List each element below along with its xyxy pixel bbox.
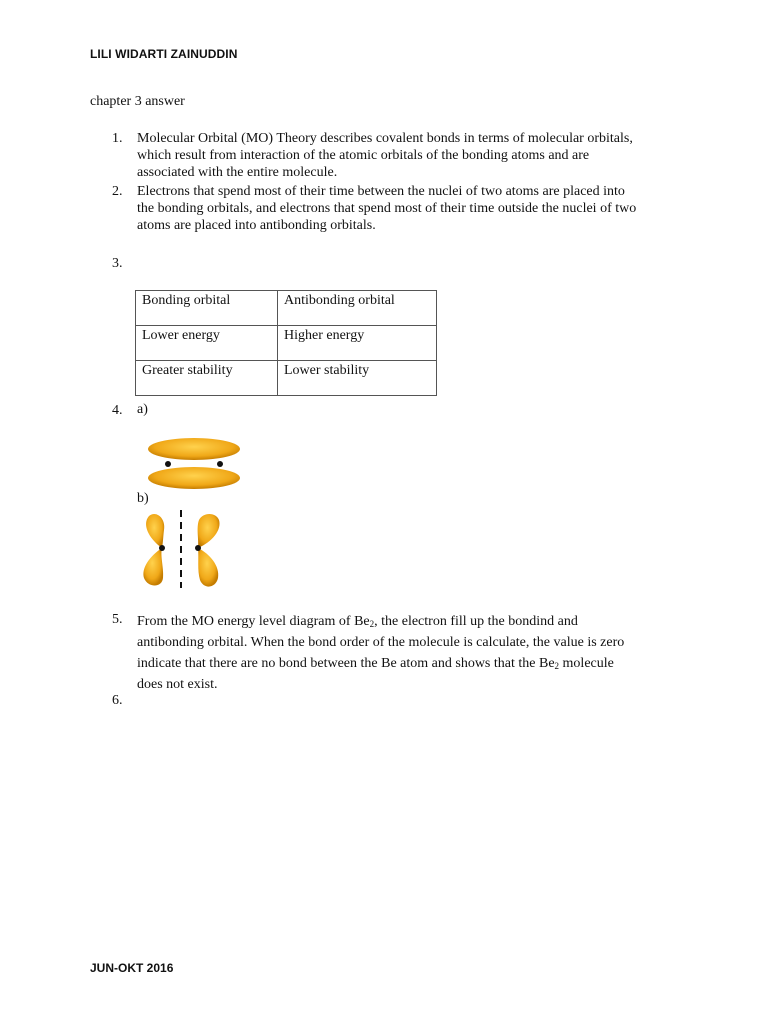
subscript: 2 [554, 661, 560, 671]
answer-number: 5. [112, 612, 123, 627]
table-cell: Greater stability [136, 361, 278, 396]
part-b-label: b) [137, 491, 149, 506]
right-lower-lobe [198, 548, 218, 587]
right-upper-lobe [198, 514, 220, 548]
part-a-label: a) [137, 402, 148, 417]
table-cell: Lower stability [278, 361, 437, 396]
table-cell: Higher energy [278, 326, 437, 361]
nucleus-dot [165, 461, 171, 467]
nucleus-dot [159, 545, 165, 551]
author-header: LILI WIDARTI ZAINUDDIN [90, 47, 238, 61]
left-upper-lobe [146, 514, 164, 548]
answer-line: antibonding orbital. When the bond order of the molecule is calculate, the value is zero [137, 635, 625, 650]
answer-number: 3. [112, 256, 123, 271]
lower-lobe [148, 467, 240, 489]
answer-number: 2. [112, 184, 123, 199]
answer-line [137, 611, 682, 632]
nucleus-dot [217, 461, 223, 467]
answer-line: associated with the entire molecule. [137, 165, 338, 180]
subscript: 2 [369, 619, 375, 629]
nucleus-dot [195, 545, 201, 551]
date-footer: JUN-OKT 2016 [90, 961, 174, 975]
text-fragment: indicate that there are no bond between the Be atom and shows that the Be [137, 656, 555, 671]
answer-text [137, 183, 682, 234]
orbital-comparison-table [135, 290, 437, 396]
answer-number: 1. [112, 131, 123, 146]
answer-number: 4. [112, 403, 123, 418]
answer-text [137, 611, 682, 695]
answer-number: 6. [112, 693, 123, 708]
text-fragment: molecule [559, 656, 614, 671]
upper-lobe [148, 438, 240, 460]
answer-line: which result from interaction of the atomic orbitals of the bonding atoms and are [137, 148, 590, 163]
answer-line: Molecular Orbital (MO) Theory describes covalent bonds in terms of molecular orbitals, [137, 131, 633, 146]
answer-line [137, 653, 682, 674]
text-fragment: From the MO energy level diagram of Be [137, 614, 370, 629]
answer-line: the bonding orbitals, and electrons that spend most of their time outside the nuclei of two [137, 201, 637, 216]
text-fragment: , the electron fill up the bondind and [374, 614, 578, 629]
answer-line: does not exist. [137, 677, 218, 692]
table-header-cell: Antibonding orbital [278, 291, 437, 326]
left-lower-lobe [143, 548, 163, 586]
answer-line: Electrons that spend most of their time between the nuclei of two atoms are placed into [137, 184, 625, 199]
table-row [136, 326, 437, 361]
table-header-cell: Bonding orbital [136, 291, 278, 326]
table-cell: Lower energy [136, 326, 278, 361]
table-row [136, 291, 437, 326]
answer-line: atoms are placed into antibonding orbitals. [137, 218, 376, 233]
pi-antibonding-orbital-figure [136, 508, 226, 590]
pi-bonding-orbital-figure [146, 434, 242, 492]
answer-text [137, 130, 682, 181]
table-row [136, 361, 437, 396]
document-subtitle: chapter 3 answer [90, 94, 185, 109]
